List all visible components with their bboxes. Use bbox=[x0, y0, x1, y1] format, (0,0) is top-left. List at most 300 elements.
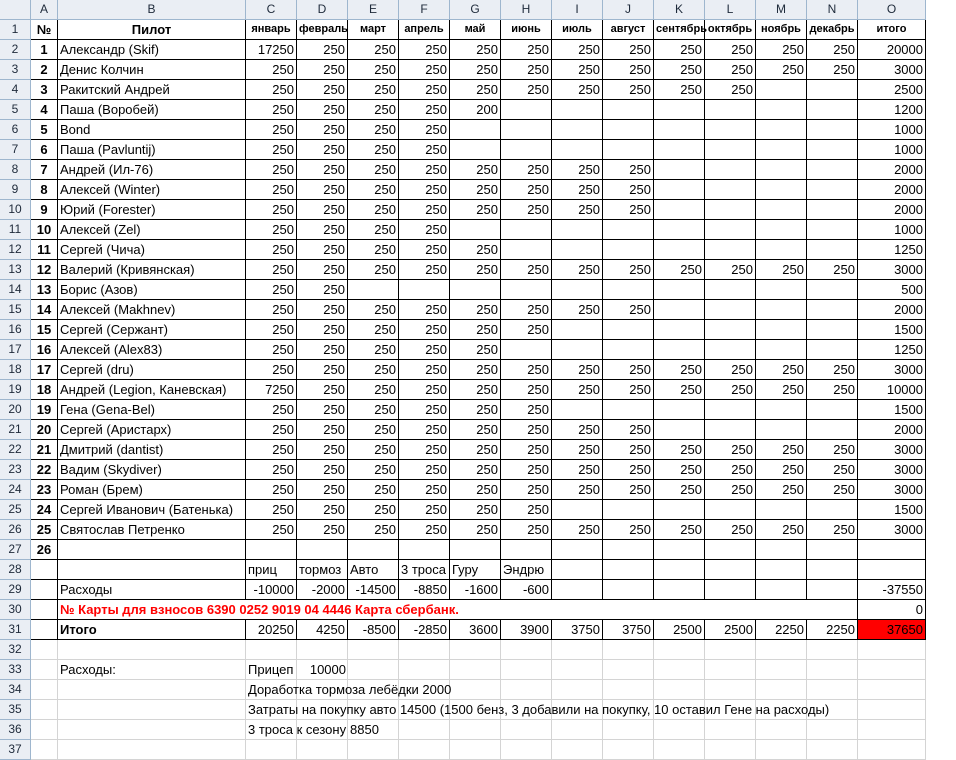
row-header-21[interactable]: 21 bbox=[0, 420, 31, 440]
monthly-fee-cell[interactable]: 250 bbox=[297, 100, 348, 120]
pilot-total[interactable]: 2000 bbox=[858, 300, 926, 320]
pilot-number[interactable]: 10 bbox=[31, 220, 58, 240]
pilot-name[interactable]: Сергей Иванович (Батенька) bbox=[58, 500, 246, 520]
column-header-k[interactable]: K bbox=[654, 0, 705, 20]
monthly-fee-cell[interactable]: 250 bbox=[807, 520, 858, 540]
pilot-number[interactable]: 20 bbox=[31, 420, 58, 440]
expenses-label[interactable]: Расходы bbox=[58, 580, 246, 600]
monthly-total[interactable]: 2500 bbox=[654, 620, 705, 640]
monthly-fee-cell[interactable] bbox=[603, 400, 654, 420]
column-header-b[interactable]: B bbox=[58, 0, 246, 20]
empty-cell[interactable] bbox=[603, 640, 654, 660]
monthly-fee-cell[interactable]: 250 bbox=[756, 440, 807, 460]
monthly-fee-cell[interactable]: 250 bbox=[705, 260, 756, 280]
pilot-total[interactable]: 2000 bbox=[858, 420, 926, 440]
monthly-fee-cell[interactable]: 250 bbox=[246, 520, 297, 540]
monthly-fee-cell[interactable] bbox=[603, 100, 654, 120]
pilot-number[interactable]: 16 bbox=[31, 340, 58, 360]
monthly-fee-cell[interactable] bbox=[705, 320, 756, 340]
monthly-fee-cell[interactable]: 250 bbox=[705, 380, 756, 400]
monthly-fee-cell[interactable]: 250 bbox=[297, 380, 348, 400]
monthly-fee-cell[interactable] bbox=[501, 140, 552, 160]
monthly-fee-cell[interactable]: 250 bbox=[552, 460, 603, 480]
monthly-fee-cell[interactable]: 250 bbox=[348, 80, 399, 100]
monthly-fee-cell[interactable] bbox=[603, 280, 654, 300]
monthly-fee-cell[interactable]: 250 bbox=[450, 200, 501, 220]
monthly-fee-cell[interactable] bbox=[756, 300, 807, 320]
monthly-fee-cell[interactable]: 250 bbox=[552, 80, 603, 100]
empty-cell[interactable] bbox=[858, 700, 926, 720]
monthly-fee-cell[interactable]: 250 bbox=[399, 460, 450, 480]
monthly-fee-cell[interactable]: 250 bbox=[501, 520, 552, 540]
monthly-fee-cell[interactable] bbox=[807, 160, 858, 180]
monthly-fee-cell[interactable]: 250 bbox=[348, 460, 399, 480]
monthly-fee-cell[interactable]: 250 bbox=[807, 460, 858, 480]
monthly-fee-cell[interactable]: 250 bbox=[246, 360, 297, 380]
empty-cell[interactable] bbox=[705, 560, 756, 580]
row-header-6[interactable]: 6 bbox=[0, 120, 31, 140]
monthly-fee-cell[interactable]: 250 bbox=[603, 80, 654, 100]
monthly-fee-cell[interactable]: 250 bbox=[348, 480, 399, 500]
monthly-fee-cell[interactable] bbox=[399, 280, 450, 300]
monthly-fee-cell[interactable]: 250 bbox=[756, 40, 807, 60]
monthly-fee-cell[interactable] bbox=[654, 160, 705, 180]
monthly-fee-cell[interactable]: 250 bbox=[654, 80, 705, 100]
empty-cell[interactable] bbox=[246, 740, 297, 760]
pilot-total[interactable]: 2500 bbox=[858, 80, 926, 100]
empty-cell[interactable] bbox=[807, 540, 858, 560]
table-header-cell[interactable]: декабрь bbox=[807, 20, 858, 40]
trailer-label[interactable]: Прицеп bbox=[248, 662, 294, 677]
monthly-fee-cell[interactable]: 250 bbox=[654, 440, 705, 460]
empty-cell[interactable] bbox=[58, 540, 246, 560]
empty-cell[interactable] bbox=[756, 640, 807, 660]
monthly-fee-cell[interactable]: 250 bbox=[705, 360, 756, 380]
pilot-total[interactable]: 3000 bbox=[858, 60, 926, 80]
pilot-total[interactable]: 3000 bbox=[858, 480, 926, 500]
empty-cell[interactable] bbox=[399, 640, 450, 660]
empty-cell[interactable] bbox=[603, 540, 654, 560]
monthly-total[interactable]: 20250 bbox=[246, 620, 297, 640]
row-header-4[interactable]: 4 bbox=[0, 80, 31, 100]
monthly-fee-cell[interactable]: 250 bbox=[501, 460, 552, 480]
monthly-fee-cell[interactable]: 250 bbox=[501, 440, 552, 460]
monthly-fee-cell[interactable] bbox=[552, 340, 603, 360]
column-header-j[interactable]: J bbox=[603, 0, 654, 20]
pilot-total[interactable]: 2000 bbox=[858, 180, 926, 200]
pilot-number[interactable]: 14 bbox=[31, 300, 58, 320]
monthly-fee-cell[interactable]: 250 bbox=[246, 180, 297, 200]
empty-cell[interactable] bbox=[654, 740, 705, 760]
monthly-fee-cell[interactable] bbox=[705, 240, 756, 260]
monthly-fee-cell[interactable] bbox=[756, 200, 807, 220]
monthly-fee-cell[interactable]: 250 bbox=[756, 520, 807, 540]
monthly-fee-cell[interactable]: 250 bbox=[807, 360, 858, 380]
monthly-fee-cell[interactable]: 250 bbox=[348, 420, 399, 440]
pilot-total[interactable]: 3000 bbox=[858, 520, 926, 540]
monthly-fee-cell[interactable] bbox=[603, 320, 654, 340]
empty-cell[interactable] bbox=[297, 540, 348, 560]
monthly-fee-cell[interactable] bbox=[807, 200, 858, 220]
pilot-number[interactable]: 7 bbox=[31, 160, 58, 180]
pilot-total[interactable]: 1000 bbox=[858, 120, 926, 140]
empty-cell[interactable] bbox=[858, 660, 926, 680]
monthly-fee-cell[interactable]: 250 bbox=[807, 60, 858, 80]
monthly-fee-cell[interactable]: 250 bbox=[399, 220, 450, 240]
monthly-fee-cell[interactable]: 250 bbox=[348, 500, 399, 520]
monthly-fee-cell[interactable] bbox=[705, 300, 756, 320]
column-header-d[interactable]: D bbox=[297, 0, 348, 20]
empty-cell[interactable] bbox=[807, 580, 858, 600]
column-header-i[interactable]: I bbox=[552, 0, 603, 20]
row-header-24[interactable]: 24 bbox=[0, 480, 31, 500]
monthly-fee-cell[interactable] bbox=[603, 220, 654, 240]
table-header-cell[interactable]: Пилот bbox=[58, 20, 246, 40]
row-header-27[interactable]: 27 bbox=[0, 540, 31, 560]
monthly-fee-cell[interactable]: 250 bbox=[552, 60, 603, 80]
monthly-fee-cell[interactable]: 250 bbox=[654, 460, 705, 480]
monthly-fee-cell[interactable]: 250 bbox=[246, 60, 297, 80]
monthly-fee-cell[interactable]: 250 bbox=[297, 60, 348, 80]
expense-value[interactable]: -2000 bbox=[297, 580, 348, 600]
empty-cell[interactable] bbox=[756, 740, 807, 760]
empty-cell[interactable] bbox=[348, 540, 399, 560]
empty-cell[interactable] bbox=[501, 720, 552, 740]
column-header-g[interactable]: G bbox=[450, 0, 501, 20]
empty-cell[interactable] bbox=[858, 560, 926, 580]
monthly-fee-cell[interactable]: 250 bbox=[603, 40, 654, 60]
pilot-name[interactable]: Гена (Gena-Bel) bbox=[58, 400, 246, 420]
row-header-23[interactable]: 23 bbox=[0, 460, 31, 480]
monthly-fee-cell[interactable] bbox=[705, 420, 756, 440]
monthly-fee-cell[interactable]: 250 bbox=[603, 520, 654, 540]
monthly-fee-cell[interactable] bbox=[756, 160, 807, 180]
monthly-fee-cell[interactable]: 250 bbox=[399, 380, 450, 400]
monthly-fee-cell[interactable] bbox=[450, 220, 501, 240]
monthly-fee-cell[interactable]: 250 bbox=[246, 320, 297, 340]
monthly-fee-cell[interactable] bbox=[450, 280, 501, 300]
monthly-fee-cell[interactable]: 250 bbox=[705, 440, 756, 460]
monthly-total[interactable]: 2250 bbox=[807, 620, 858, 640]
monthly-fee-cell[interactable] bbox=[807, 420, 858, 440]
monthly-total[interactable]: 3750 bbox=[552, 620, 603, 640]
monthly-fee-cell[interactable]: 250 bbox=[450, 300, 501, 320]
monthly-total[interactable]: 2500 bbox=[705, 620, 756, 640]
column-header-o[interactable]: O bbox=[858, 0, 926, 20]
pilot-total[interactable]: 1200 bbox=[858, 100, 926, 120]
trailer-value[interactable]: 10000 bbox=[309, 662, 346, 677]
monthly-fee-cell[interactable]: 250 bbox=[297, 80, 348, 100]
monthly-fee-cell[interactable]: 250 bbox=[756, 380, 807, 400]
monthly-fee-cell[interactable]: 250 bbox=[705, 40, 756, 60]
empty-cell[interactable] bbox=[552, 640, 603, 660]
monthly-fee-cell[interactable]: 250 bbox=[297, 240, 348, 260]
monthly-fee-cell[interactable]: 250 bbox=[552, 160, 603, 180]
pilot-number[interactable]: 13 bbox=[31, 280, 58, 300]
monthly-fee-cell[interactable]: 250 bbox=[246, 200, 297, 220]
monthly-fee-cell[interactable] bbox=[501, 240, 552, 260]
pilot-number[interactable]: 26 bbox=[31, 540, 58, 560]
monthly-fee-cell[interactable] bbox=[552, 280, 603, 300]
monthly-fee-cell[interactable] bbox=[807, 120, 858, 140]
card-value[interactable]: 0 bbox=[858, 600, 926, 620]
monthly-fee-cell[interactable] bbox=[654, 500, 705, 520]
monthly-fee-cell[interactable]: 250 bbox=[399, 60, 450, 80]
empty-cell[interactable] bbox=[501, 680, 552, 700]
pilot-number[interactable]: 4 bbox=[31, 100, 58, 120]
row-header-33[interactable]: 33 bbox=[0, 660, 31, 680]
monthly-fee-cell[interactable]: 250 bbox=[399, 120, 450, 140]
empty-cell[interactable] bbox=[297, 640, 348, 660]
empty-cell[interactable] bbox=[858, 640, 926, 660]
monthly-fee-cell[interactable]: 250 bbox=[501, 420, 552, 440]
monthly-fee-cell[interactable]: 250 bbox=[399, 300, 450, 320]
monthly-fee-cell[interactable] bbox=[807, 340, 858, 360]
row-header-15[interactable]: 15 bbox=[0, 300, 31, 320]
empty-cell[interactable] bbox=[603, 680, 654, 700]
monthly-fee-cell[interactable] bbox=[552, 100, 603, 120]
monthly-fee-cell[interactable]: 250 bbox=[348, 60, 399, 80]
monthly-fee-cell[interactable]: 250 bbox=[399, 520, 450, 540]
monthly-fee-cell[interactable] bbox=[501, 280, 552, 300]
monthly-fee-cell[interactable]: 250 bbox=[348, 40, 399, 60]
empty-cell[interactable] bbox=[756, 680, 807, 700]
monthly-fee-cell[interactable]: 250 bbox=[603, 460, 654, 480]
monthly-fee-cell[interactable]: 250 bbox=[348, 320, 399, 340]
monthly-total[interactable]: 3600 bbox=[450, 620, 501, 640]
pilot-total[interactable]: 3000 bbox=[858, 260, 926, 280]
monthly-fee-cell[interactable]: 250 bbox=[246, 300, 297, 320]
pilot-number[interactable]: 8 bbox=[31, 180, 58, 200]
monthly-total[interactable]: 2250 bbox=[756, 620, 807, 640]
monthly-fee-cell[interactable]: 250 bbox=[450, 440, 501, 460]
expenses-total[interactable]: -37550 bbox=[858, 580, 926, 600]
row-header-20[interactable]: 20 bbox=[0, 400, 31, 420]
monthly-fee-cell[interactable] bbox=[705, 100, 756, 120]
monthly-fee-cell[interactable]: 250 bbox=[297, 500, 348, 520]
pilot-number[interactable]: 19 bbox=[31, 400, 58, 420]
monthly-fee-cell[interactable] bbox=[705, 140, 756, 160]
monthly-fee-cell[interactable]: 250 bbox=[348, 400, 399, 420]
monthly-fee-cell[interactable] bbox=[705, 120, 756, 140]
monthly-fee-cell[interactable] bbox=[654, 420, 705, 440]
empty-cell[interactable] bbox=[858, 540, 926, 560]
monthly-fee-cell[interactable]: 250 bbox=[246, 80, 297, 100]
pilot-name[interactable]: Андрей (Legion, Каневская) bbox=[58, 380, 246, 400]
monthly-fee-cell[interactable]: 250 bbox=[552, 520, 603, 540]
row-header-25[interactable]: 25 bbox=[0, 500, 31, 520]
monthly-fee-cell[interactable]: 250 bbox=[399, 260, 450, 280]
monthly-fee-cell[interactable]: 250 bbox=[297, 260, 348, 280]
table-header-cell[interactable]: август bbox=[603, 20, 654, 40]
notes-label[interactable]: Расходы: bbox=[60, 662, 116, 677]
monthly-fee-cell[interactable]: 250 bbox=[348, 440, 399, 460]
empty-cell[interactable] bbox=[603, 660, 654, 680]
table-header-cell[interactable]: сентябрь bbox=[654, 20, 705, 40]
empty-cell[interactable] bbox=[807, 740, 858, 760]
empty-cell[interactable] bbox=[31, 700, 58, 720]
monthly-fee-cell[interactable]: 250 bbox=[399, 240, 450, 260]
pilot-total[interactable]: 1000 bbox=[858, 220, 926, 240]
monthly-fee-cell[interactable]: 250 bbox=[399, 140, 450, 160]
empty-cell[interactable] bbox=[807, 680, 858, 700]
monthly-fee-cell[interactable]: 250 bbox=[603, 420, 654, 440]
monthly-fee-cell[interactable]: 17250 bbox=[246, 40, 297, 60]
empty-cell[interactable] bbox=[807, 560, 858, 580]
expense-category-label[interactable]: 3 троса bbox=[399, 560, 450, 580]
empty-cell[interactable] bbox=[450, 660, 501, 680]
empty-cell[interactable] bbox=[31, 580, 58, 600]
monthly-fee-cell[interactable]: 250 bbox=[399, 360, 450, 380]
monthly-fee-cell[interactable]: 250 bbox=[348, 160, 399, 180]
monthly-fee-cell[interactable]: 250 bbox=[552, 420, 603, 440]
monthly-fee-cell[interactable]: 250 bbox=[603, 180, 654, 200]
table-header-cell[interactable]: июнь bbox=[501, 20, 552, 40]
monthly-fee-cell[interactable]: 250 bbox=[297, 480, 348, 500]
row-header-36[interactable]: 36 bbox=[0, 720, 31, 740]
monthly-fee-cell[interactable]: 250 bbox=[501, 320, 552, 340]
expense-value[interactable]: -14500 bbox=[348, 580, 399, 600]
empty-cell[interactable] bbox=[552, 580, 603, 600]
monthly-fee-cell[interactable] bbox=[705, 220, 756, 240]
monthly-fee-cell[interactable] bbox=[756, 180, 807, 200]
pilot-total[interactable]: 10000 bbox=[858, 380, 926, 400]
pilot-total[interactable]: 1500 bbox=[858, 320, 926, 340]
empty-cell[interactable] bbox=[756, 540, 807, 560]
monthly-fee-cell[interactable]: 250 bbox=[348, 200, 399, 220]
monthly-fee-cell[interactable]: 250 bbox=[399, 420, 450, 440]
empty-cell[interactable] bbox=[501, 660, 552, 680]
monthly-fee-cell[interactable]: 250 bbox=[348, 300, 399, 320]
monthly-fee-cell[interactable]: 250 bbox=[705, 460, 756, 480]
monthly-fee-cell[interactable]: 250 bbox=[246, 460, 297, 480]
empty-cell[interactable] bbox=[705, 680, 756, 700]
pilot-total[interactable]: 1500 bbox=[858, 500, 926, 520]
pilot-number[interactable]: 12 bbox=[31, 260, 58, 280]
row-header-14[interactable]: 14 bbox=[0, 280, 31, 300]
row-header-31[interactable]: 31 bbox=[0, 620, 31, 640]
monthly-fee-cell[interactable]: 250 bbox=[654, 360, 705, 380]
expense-category-label[interactable]: Эндрю bbox=[501, 560, 552, 580]
row-header-29[interactable]: 29 bbox=[0, 580, 31, 600]
monthly-fee-cell[interactable]: 7250 bbox=[246, 380, 297, 400]
empty-cell[interactable] bbox=[31, 720, 58, 740]
monthly-fee-cell[interactable] bbox=[654, 180, 705, 200]
monthly-fee-cell[interactable]: 250 bbox=[399, 480, 450, 500]
row-header-18[interactable]: 18 bbox=[0, 360, 31, 380]
monthly-fee-cell[interactable]: 250 bbox=[246, 240, 297, 260]
pilot-name[interactable]: Дмитрий (dantist) bbox=[58, 440, 246, 460]
monthly-fee-cell[interactable] bbox=[807, 80, 858, 100]
empty-cell[interactable] bbox=[246, 640, 297, 660]
monthly-fee-cell[interactable]: 250 bbox=[756, 480, 807, 500]
monthly-fee-cell[interactable]: 250 bbox=[297, 420, 348, 440]
pilot-number[interactable]: 9 bbox=[31, 200, 58, 220]
monthly-fee-cell[interactable]: 250 bbox=[603, 200, 654, 220]
monthly-fee-cell[interactable]: 250 bbox=[450, 60, 501, 80]
monthly-fee-cell[interactable]: 250 bbox=[399, 400, 450, 420]
pilot-total[interactable]: 1500 bbox=[858, 400, 926, 420]
pilot-name[interactable]: Паша (Pavluntij) bbox=[58, 140, 246, 160]
monthly-fee-cell[interactable]: 250 bbox=[297, 320, 348, 340]
monthly-fee-cell[interactable]: 250 bbox=[654, 380, 705, 400]
monthly-fee-cell[interactable]: 250 bbox=[450, 480, 501, 500]
monthly-fee-cell[interactable]: 250 bbox=[450, 260, 501, 280]
monthly-fee-cell[interactable]: 250 bbox=[399, 500, 450, 520]
monthly-fee-cell[interactable]: 250 bbox=[807, 40, 858, 60]
pilot-total[interactable]: 500 bbox=[858, 280, 926, 300]
empty-cell[interactable] bbox=[807, 660, 858, 680]
pilot-name[interactable]: Борис (Азов) bbox=[58, 280, 246, 300]
monthly-fee-cell[interactable]: 250 bbox=[450, 80, 501, 100]
monthly-total[interactable]: 3900 bbox=[501, 620, 552, 640]
monthly-fee-cell[interactable] bbox=[654, 240, 705, 260]
table-header-cell[interactable]: февраль bbox=[297, 20, 348, 40]
empty-cell[interactable] bbox=[31, 640, 58, 660]
monthly-total[interactable]: -8500 bbox=[348, 620, 399, 640]
empty-cell[interactable] bbox=[756, 560, 807, 580]
empty-cell[interactable] bbox=[705, 580, 756, 600]
monthly-fee-cell[interactable]: 250 bbox=[246, 500, 297, 520]
monthly-fee-cell[interactable]: 250 bbox=[450, 500, 501, 520]
table-header-cell[interactable]: апрель bbox=[399, 20, 450, 40]
pilot-name[interactable]: Валерий (Кривянская) bbox=[58, 260, 246, 280]
empty-cell[interactable] bbox=[705, 660, 756, 680]
monthly-fee-cell[interactable]: 250 bbox=[603, 160, 654, 180]
pilot-name[interactable]: Святослав Петренко bbox=[58, 520, 246, 540]
monthly-fee-cell[interactable] bbox=[705, 340, 756, 360]
monthly-total[interactable]: -2850 bbox=[399, 620, 450, 640]
row-header-5[interactable]: 5 bbox=[0, 100, 31, 120]
monthly-fee-cell[interactable] bbox=[603, 240, 654, 260]
monthly-fee-cell[interactable]: 250 bbox=[756, 60, 807, 80]
empty-cell[interactable] bbox=[705, 720, 756, 740]
monthly-fee-cell[interactable]: 250 bbox=[246, 480, 297, 500]
empty-cell[interactable] bbox=[654, 720, 705, 740]
pilot-number[interactable]: 17 bbox=[31, 360, 58, 380]
monthly-fee-cell[interactable]: 250 bbox=[399, 440, 450, 460]
empty-cell[interactable] bbox=[654, 640, 705, 660]
empty-cell[interactable] bbox=[705, 640, 756, 660]
monthly-fee-cell[interactable]: 250 bbox=[552, 480, 603, 500]
monthly-fee-cell[interactable]: 250 bbox=[348, 100, 399, 120]
monthly-fee-cell[interactable] bbox=[756, 320, 807, 340]
monthly-fee-cell[interactable] bbox=[552, 320, 603, 340]
empty-cell[interactable] bbox=[348, 640, 399, 660]
row-header-9[interactable]: 9 bbox=[0, 180, 31, 200]
monthly-fee-cell[interactable] bbox=[348, 280, 399, 300]
monthly-fee-cell[interactable]: 250 bbox=[450, 240, 501, 260]
monthly-fee-cell[interactable]: 250 bbox=[552, 40, 603, 60]
empty-cell[interactable] bbox=[501, 640, 552, 660]
monthly-fee-cell[interactable]: 250 bbox=[297, 140, 348, 160]
row-header-3[interactable]: 3 bbox=[0, 60, 31, 80]
row-header-28[interactable]: 28 bbox=[0, 560, 31, 580]
monthly-fee-cell[interactable]: 250 bbox=[348, 340, 399, 360]
pilot-total[interactable]: 1250 bbox=[858, 340, 926, 360]
monthly-fee-cell[interactable] bbox=[603, 120, 654, 140]
column-header-e[interactable]: E bbox=[348, 0, 399, 20]
empty-cell[interactable] bbox=[31, 660, 58, 680]
empty-cell[interactable] bbox=[654, 540, 705, 560]
empty-cell[interactable] bbox=[450, 720, 501, 740]
empty-cell[interactable] bbox=[348, 740, 399, 760]
monthly-fee-cell[interactable]: 250 bbox=[501, 380, 552, 400]
monthly-fee-cell[interactable]: 250 bbox=[501, 60, 552, 80]
row-header-10[interactable]: 10 bbox=[0, 200, 31, 220]
monthly-fee-cell[interactable]: 250 bbox=[246, 100, 297, 120]
table-header-cell[interactable]: № bbox=[31, 20, 58, 40]
